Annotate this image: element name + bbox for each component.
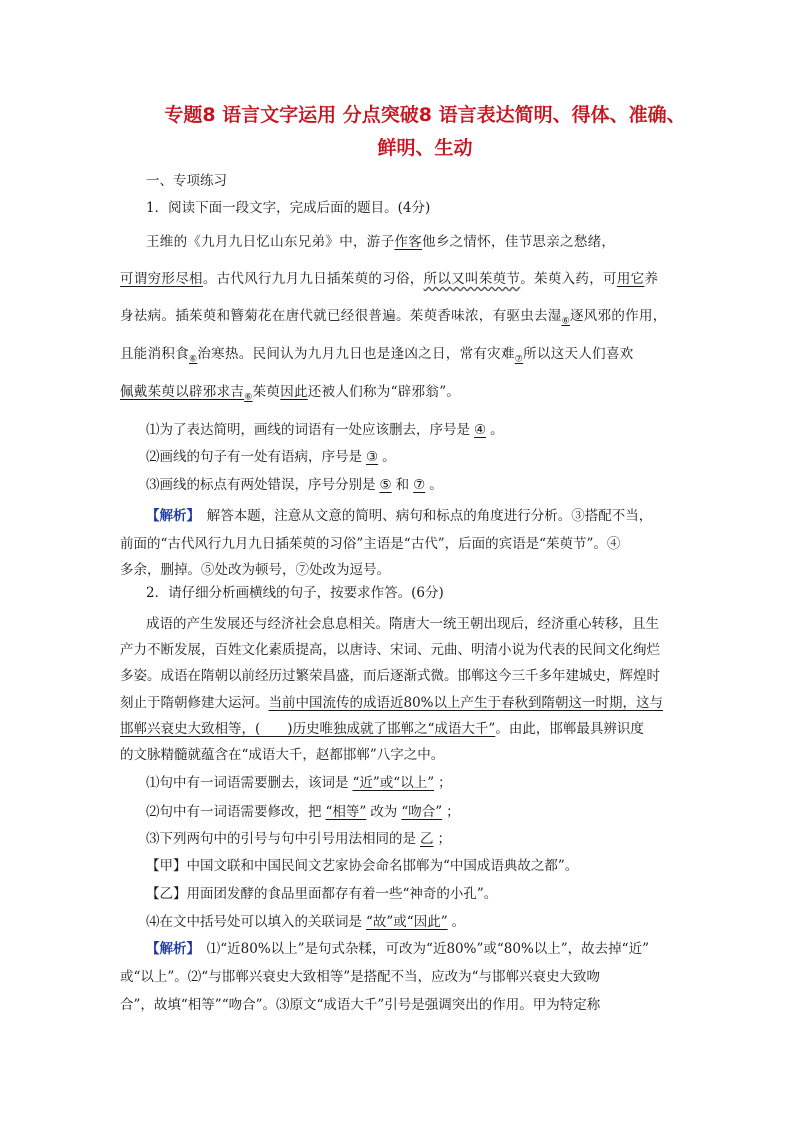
- q1-sub-3: [146, 475, 706, 495]
- answer: 乙: [420, 831, 434, 847]
- title-line-2: 鲜明、生动: [377, 137, 473, 159]
- text: 。: [382, 449, 396, 465]
- text: 刻止于隋朝修建大运河。: [120, 695, 269, 711]
- text: ⑷在文中括号处可以填入的关联词是: [146, 914, 362, 930]
- q2-option-yi: 【乙】用面团发酵的食品里面都存有着一些“神奇的小孔”。: [146, 886, 498, 902]
- title-line-1: 专题8 语言文字运用 分点突破8 语言表达简明、得体、准确、: [164, 104, 686, 126]
- text: ⑶下列两句中的引号与句中引号用法相同的是: [146, 831, 416, 847]
- q2-analysis-line-1: [146, 939, 706, 959]
- text: 治寒热。民间认为九月九日也是逢凶之日，常有灾难: [197, 346, 515, 362]
- q1-passage-line-3: [120, 306, 680, 332]
- punct-mark-6: ⑥: [189, 354, 198, 365]
- q2-sub-3: [146, 829, 706, 849]
- q1-analysis-line-1: [146, 506, 706, 526]
- text: ⑵句中有一词语需要修改，把: [146, 804, 322, 820]
- text: 还被人们称为“辟邪翁”。: [307, 384, 461, 400]
- underlined-sentence: 邯郸兴衰史大致相等，( )历史唯独成就了邯郸之“成语大千”: [120, 721, 496, 737]
- text: 逐风邪的作用，: [569, 308, 667, 324]
- answer: ④: [474, 422, 487, 438]
- q1-sub-1: [146, 420, 706, 440]
- text: ⑶画线的标点有两处错误，序号分别是: [146, 477, 376, 493]
- punct-mark-7: ⑦: [514, 354, 524, 365]
- underlined-word-9: 因此: [280, 384, 308, 400]
- q1-passage-line-2: [120, 269, 680, 289]
- q1-passage-line-5: [120, 382, 680, 408]
- text: 改为: [370, 804, 398, 820]
- q2-passage-line-1: 成语的产生发展还与经济社会息息相关。隋唐大一统王朝出现后，经济重心转移，且生: [146, 616, 659, 632]
- text: 他乡之情怀，佳节思亲之愁绪，: [422, 234, 616, 250]
- text: 王维的《九月九日忆山东兄弟》中，游子: [146, 234, 395, 250]
- analysis-tag: 【解析】: [146, 508, 194, 524]
- text: 养: [644, 271, 659, 287]
- q1-sub-2: [146, 447, 706, 467]
- underlined-sentence-3: 所以又叫茱萸节: [423, 271, 521, 287]
- answer: “相等”: [325, 804, 367, 820]
- text: 解答本题，注意从文意的简明、病句和标点的角度进行分析。③搭配不当，: [206, 508, 653, 524]
- text: 。古代风行九月九日插茱萸的习俗，: [202, 271, 424, 287]
- q1-header: 1．阅读下面一段文字，完成后面的题目。(4分): [146, 200, 431, 216]
- text: 身祛病。插茱萸和簪菊花在唐代就已经很普遍。茱萸香味浓，有驱虫去湿: [120, 308, 562, 324]
- q2-sub-1: [146, 773, 706, 793]
- q1-analysis-line-3: 多余，删掉。⑤处改为顿号，⑦处改为逗号。: [120, 562, 390, 578]
- section-heading: 一、专项练习: [146, 173, 227, 189]
- answer: ⑦: [413, 477, 426, 493]
- text: 。: [429, 477, 443, 493]
- text: 。: [490, 422, 504, 438]
- text: 。: [451, 914, 466, 930]
- underlined-word-4: 用它: [616, 271, 645, 287]
- text: ；: [446, 804, 460, 820]
- q2-header: 2．请仔细分析画横线的句子，按要求作答。(6分): [146, 585, 444, 601]
- text: ；: [437, 831, 451, 847]
- q1-passage-line-4: [120, 344, 680, 370]
- text: ⑵画线的句子有一处有语病，序号是: [146, 449, 362, 465]
- punct-mark-5: ⑥: [561, 316, 570, 327]
- q2-passage-line-5: [120, 719, 680, 739]
- q2-passage-line-3: 多姿。成语在隋朝以前经历过繁荣昌盛，而后逐渐式微。邯郸这今三千多年建城史，辉煌时: [120, 668, 660, 684]
- text: ⑴句中有一词语需要删去，该词是: [146, 775, 349, 791]
- answer: ⑤: [379, 477, 392, 493]
- q2-analysis-line-3: 合”，故填“相等”“吻合”。⑶原文“成语大千”引号是强调突出的作用。甲为特定称: [120, 997, 601, 1013]
- underlined-sentence: 当前中国流传的成语近80%以上产生于春秋到隋朝这一时期，这与: [268, 695, 664, 711]
- text: 和: [395, 477, 410, 493]
- q2-sub-4: [146, 912, 706, 932]
- answer: “故”或“因此”: [366, 914, 448, 930]
- answer: ③: [366, 449, 379, 465]
- q2-passage-line-4: [120, 693, 680, 713]
- underlined-phrase: 佩戴茱萸以辟邪求吉: [120, 384, 245, 400]
- q2-analysis-line-2: 或“以上”。⑵“与邯郸兴衰史大致相等”是搭配不当，应改为“与邯郸兴衰史大致吻: [120, 969, 601, 985]
- q2-passage-line-6: 的文脉精髓就蕴含在“成语大千，赵都邯郸”八字之中。: [120, 747, 445, 763]
- punct-mark-8: ⑥: [244, 392, 253, 403]
- q2-option-jia: 【甲】中国文联和中国民间文艺家协会命名邯郸为“中国成语典故之都”。: [146, 858, 579, 874]
- q1-analysis-line-2: 前面的“古代风行九月九日插茱萸的习俗”主语是“古代”，后面的宾语是“茱萸节”。④: [120, 536, 621, 552]
- underlined-word-2: 可谓穷形尽相: [120, 271, 203, 287]
- text: ⑴“近80%以上”是句式杂糅，可改为“近80%”或“80%以上”，故去掉“近”: [206, 941, 649, 957]
- analysis-tag: 【解析】: [146, 941, 194, 957]
- text: ⑴为了表达简明，画线的词语有一处应该删去，序号是: [146, 422, 470, 438]
- answer: “吻合”: [401, 804, 443, 820]
- q1-passage-line-1: [146, 232, 706, 252]
- text: 且能消积食: [120, 346, 189, 362]
- text: 茱萸: [252, 384, 281, 400]
- text: ；: [438, 775, 452, 791]
- q2-sub-2: [146, 802, 706, 822]
- text: 所以这天人们喜欢: [523, 346, 634, 362]
- text: 。由此，邯郸最具辨识度: [495, 721, 644, 737]
- q2-passage-line-2: 产力不断发展，百姓文化素质提高，以唐诗、宋词、元曲、明清小说为代表的民间文化绚烂: [120, 642, 660, 658]
- underlined-word-1: 作客: [394, 234, 423, 250]
- answer: “近”或“以上”: [352, 775, 435, 791]
- text: 。茱萸入药，可: [520, 271, 617, 287]
